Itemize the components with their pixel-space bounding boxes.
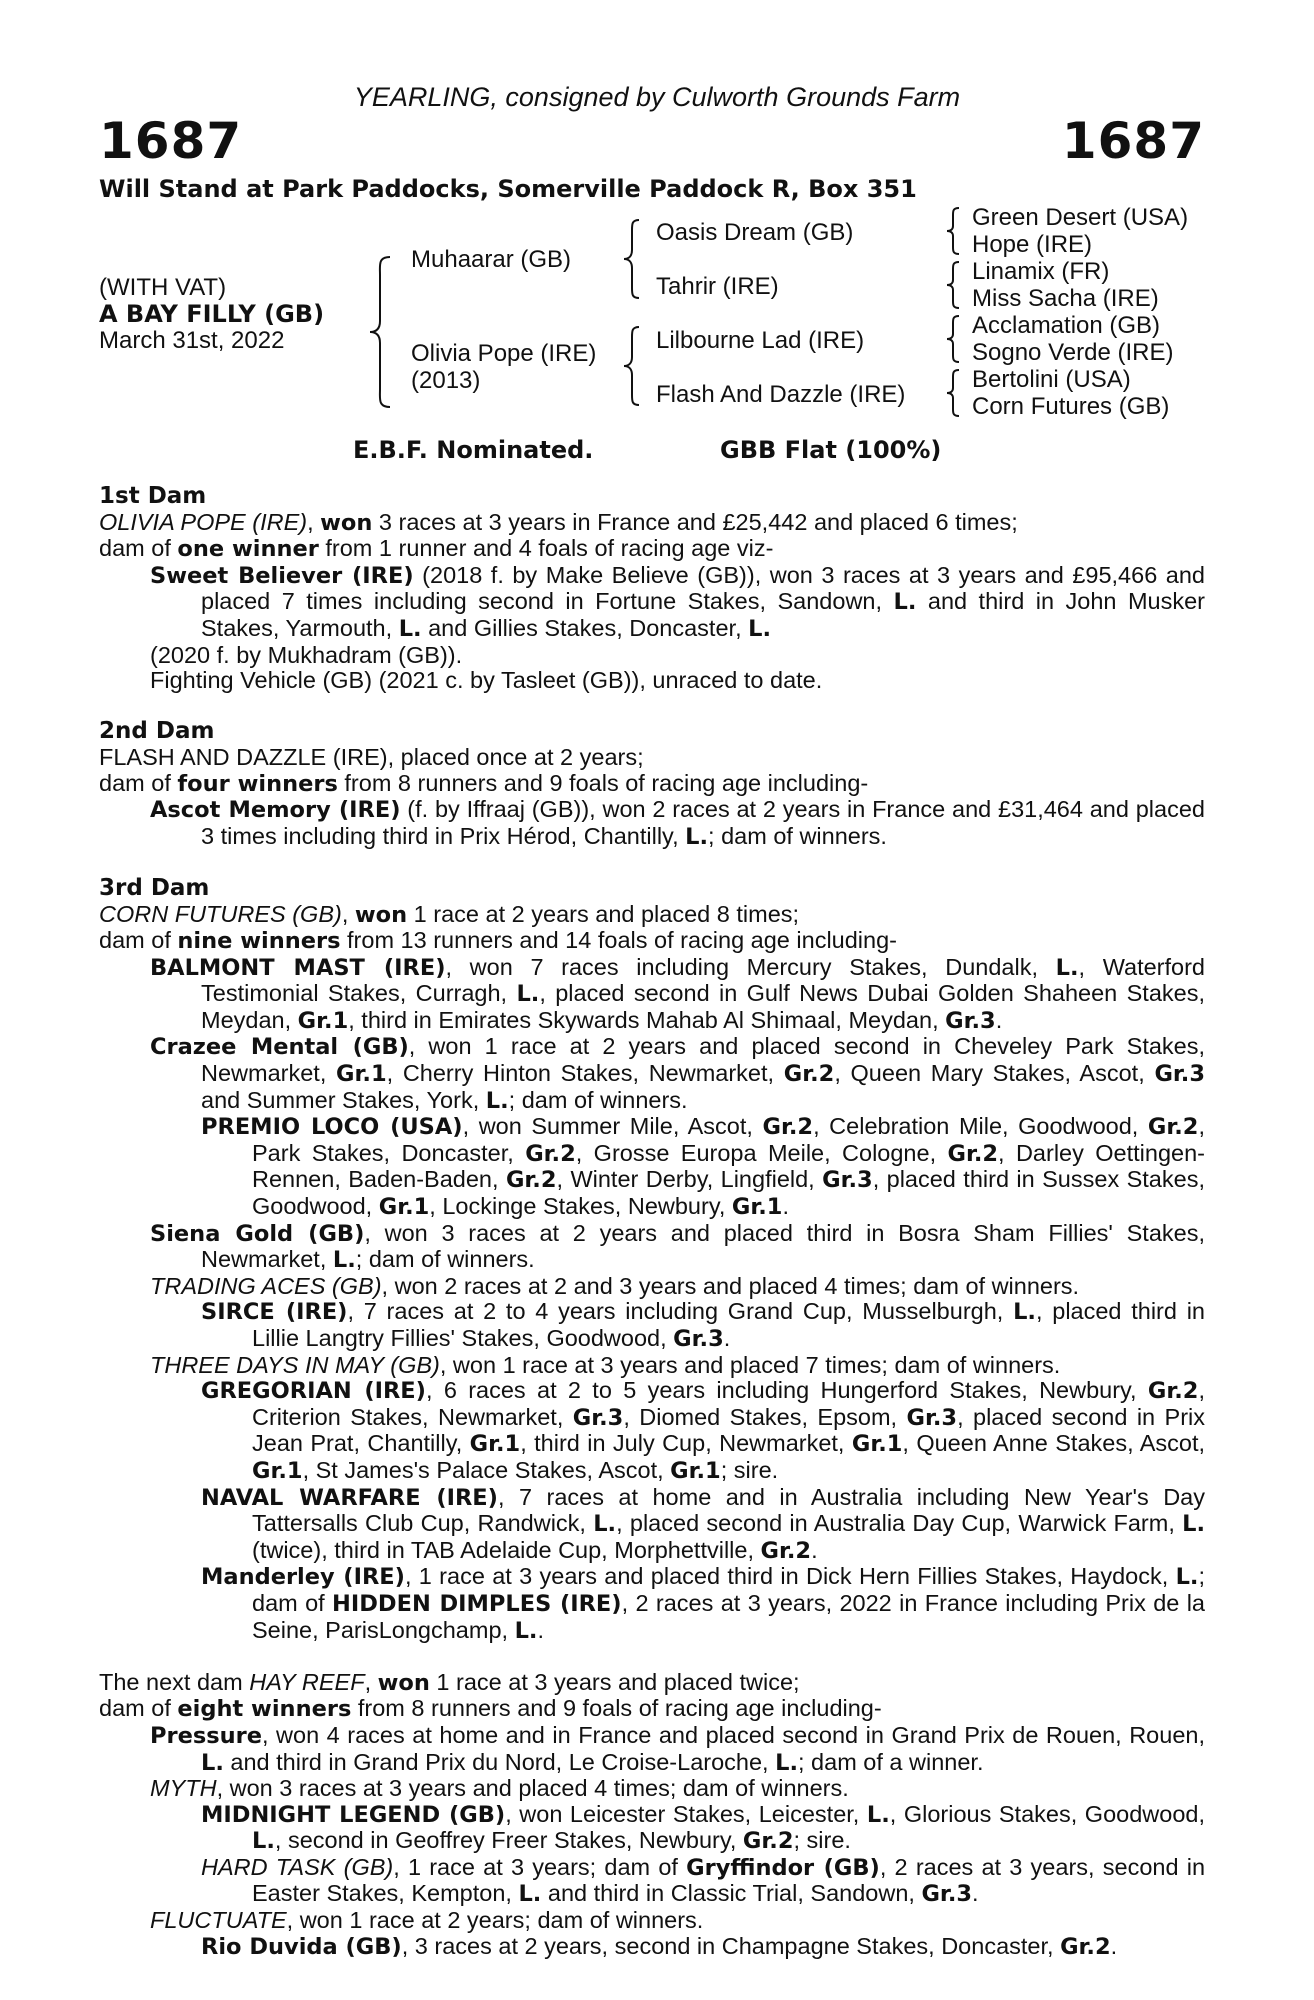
bold-run: L.	[775, 1749, 798, 1776]
text-run: dam of	[99, 769, 178, 796]
bold-run: Gr.1	[670, 1457, 721, 1484]
section-gap	[99, 850, 1205, 876]
bold-run: Gr.1	[297, 1007, 349, 1034]
text-run: ; dam of	[252, 1563, 1205, 1616]
bold-run: L.	[252, 1828, 275, 1855]
record-paragraph	[99, 1221, 1205, 1274]
bold-run: L.	[514, 1617, 538, 1644]
bold-run: L.	[748, 615, 772, 642]
italic-run: HARD TASK (GB)	[201, 1853, 394, 1880]
bold-run: Manderley (IRE)	[201, 1564, 405, 1591]
dam-name: Olivia Pope (IRE)	[411, 340, 597, 367]
granddam-1: Hope (IRE)	[972, 231, 1093, 258]
text-run: .	[995, 1006, 1003, 1033]
bold-run: four winners	[177, 770, 338, 797]
text-run: , won 1 race at 2 years; dam of winners.	[286, 1907, 704, 1934]
record-paragraph	[99, 1114, 1205, 1220]
text-run: The next dam	[99, 1668, 250, 1695]
bold-run: Gryffindor (GB)	[686, 1854, 880, 1881]
text-run: , Lockinge Stakes, Newbury,	[429, 1193, 732, 1220]
bold-run: Gr.2	[762, 1114, 814, 1141]
foaling-date: March 31st, 2022	[99, 327, 285, 354]
bold-run: L.	[398, 615, 422, 642]
bold-run: Sweet Believer (IRE)	[150, 562, 414, 589]
record-paragraph	[99, 536, 1205, 563]
produce-record	[99, 484, 1205, 1960]
bold-run: Gr.2	[760, 1537, 812, 1564]
record-paragraph	[99, 563, 1205, 643]
pedigree-brace-g1	[945, 206, 961, 256]
grandsire-1: Green Desert (USA)	[972, 204, 1189, 231]
text-run: , placed second in Prix Jean Prat, Chantilly,	[252, 1403, 1206, 1457]
bold-run: Gr.2	[525, 1140, 576, 1167]
text-run: ; sire.	[720, 1456, 779, 1483]
italic-run: CORN FUTURES (GB)	[99, 900, 342, 927]
bold-run: Gr.2	[742, 1828, 794, 1855]
text-run: , won 3 races at 2 years and placed third in Bosra Sham Fillies' Stakes, Newmarket,	[201, 1219, 1205, 1273]
record-paragraph	[99, 797, 1205, 850]
lot-number-left: 1687	[99, 112, 243, 170]
bold-run: L.	[201, 1749, 224, 1776]
bold-run: Gr.1	[336, 1061, 387, 1088]
text-run: dam of	[99, 1695, 178, 1722]
granddam-3: Sogno Verde (IRE)	[972, 339, 1174, 366]
text-run: ; dam of a winner.	[798, 1748, 984, 1775]
text-run: , won 4 races at home and in France and placed second in Grand Prix de Rouen, Rouen,	[262, 1721, 1205, 1748]
italic-run: HAY REEF	[249, 1668, 365, 1695]
text-run: .	[811, 1536, 818, 1563]
record-paragraph	[99, 928, 1205, 955]
text-run: .	[723, 1325, 731, 1351]
text-run: , Winter Derby, Lingfield,	[556, 1166, 823, 1193]
bold-run: eight winners	[177, 1696, 352, 1723]
text-run: .	[782, 1193, 789, 1220]
record-paragraph	[99, 1670, 1205, 1697]
granddam-4: Corn Futures (GB)	[972, 393, 1170, 420]
text-run: , won 3 races at 3 years and placed 4 times; dam of winners.	[216, 1775, 849, 1802]
bold-run: HIDDEN DIMPLES (IRE)	[332, 1590, 622, 1617]
italic-run: MYTH	[150, 1775, 217, 1802]
dam-dam: Flash And Dazzle (IRE)	[656, 381, 906, 408]
bold-run: Gr.1	[851, 1431, 903, 1458]
bold-run: GREGORIAN (IRE)	[201, 1378, 426, 1405]
text-run: , won 1 race at 3 years and placed 7 times; dam of winners.	[439, 1351, 1061, 1378]
bold-run: won	[320, 509, 373, 536]
text-run: , won Leicester Stakes, Leicester,	[505, 1800, 867, 1827]
dam-section	[99, 719, 1205, 850]
text-run: and third in John Musker Stakes, Yarmouth,	[201, 588, 1206, 641]
text-run: , Celebration Mile, Goodwood,	[813, 1113, 1148, 1140]
bold-run: Gr.2	[1147, 1378, 1199, 1405]
text-run: ; sire.	[793, 1827, 851, 1854]
text-run: ; dam of winners.	[508, 1086, 688, 1113]
text-run: , won 7 races including Mercury Stakes, Dundalk,	[445, 953, 1056, 980]
italic-run: OLIVIA POPE (IRE)	[99, 508, 308, 535]
text-run: ,	[364, 1668, 378, 1695]
text-run: and third in Classic Trial, Sandown,	[541, 1880, 922, 1907]
gbb-flat: GBB Flat (100%)	[720, 436, 942, 464]
bold-run: Gr.1	[252, 1457, 303, 1484]
section-title: 1st Dam	[99, 483, 207, 509]
bold-run: Ascot Memory (IRE)	[150, 797, 401, 824]
text-run: .	[1110, 1932, 1118, 1959]
bold-run: Gr.3	[921, 1881, 973, 1908]
text-run: , Cherry Hinton Stakes, Newmarket,	[386, 1060, 784, 1087]
bold-run: L.	[1175, 1564, 1199, 1591]
bold-run: Gr.3	[1154, 1061, 1205, 1088]
text-run: Fighting Vehicle (GB) (2021 c. by Tasleet (GB)), unraced to date.	[150, 667, 823, 694]
text-run: , Darley Oettingen-Rennen, Baden-Baden,	[252, 1139, 1205, 1193]
bold-run: Gr.3	[822, 1167, 873, 1194]
text-run: and Summer Stakes, York,	[201, 1086, 486, 1113]
section-gap	[99, 694, 1205, 720]
text-run: , won 2 races at 2 and 3 years and placed 4 times; dam of winners.	[381, 1272, 1080, 1299]
bold-run: Gr.2	[505, 1167, 557, 1194]
bold-run: Gr.1	[378, 1194, 430, 1221]
text-run: , Queen Anne Stakes, Ascot,	[902, 1430, 1206, 1457]
text-run: , placed second in Australia Day Cup, Warwick Farm,	[616, 1510, 1183, 1537]
record-paragraph	[99, 668, 1205, 694]
text-run: , 2 races at 3 years, 2022 in France including Prix de la Seine, ParisLongchamp,	[252, 1589, 1205, 1643]
bold-run: SIRCE (IRE)	[201, 1299, 348, 1326]
text-run: ; dam of winners.	[708, 822, 887, 849]
text-run: (f. by Iffraaj (GB)), won 2 races at 2 years in France and £31,464 and placed 3 times including third in Prix Hérod, Chantilly,	[201, 796, 1205, 849]
bold-run: Crazee Mental (GB)	[150, 1034, 409, 1061]
record-paragraph	[99, 771, 1205, 798]
bold-run: L.	[1182, 1511, 1205, 1538]
italic-run: TRADING ACES (GB)	[150, 1272, 382, 1299]
text-run: , Grosse Europa Meile, Cologne,	[575, 1139, 948, 1166]
record-paragraph	[99, 1034, 1205, 1114]
record-paragraph	[99, 1353, 1205, 1379]
granddam-2: Miss Sacha (IRE)	[972, 285, 1159, 312]
bold-run: Gr.2	[783, 1061, 835, 1088]
text-run: ; dam of winners.	[355, 1246, 535, 1273]
bold-run: Gr.2	[1060, 1933, 1111, 1960]
text-run: , placed third in Lillie Langtry Fillies' Stakes, Goodwood,	[252, 1298, 1205, 1351]
dam-year: (2013)	[411, 367, 481, 394]
text-run: , third in July Cup, Newmarket,	[520, 1430, 852, 1457]
pedigree-brace-g4	[945, 368, 961, 418]
bold-run: MIDNIGHT LEGEND (GB)	[201, 1801, 506, 1828]
record-paragraph	[99, 1802, 1205, 1855]
text-run: FLASH AND DAZZLE (IRE), placed once at 2 years;	[99, 743, 644, 770]
bold-run: L.	[1055, 954, 1079, 981]
dam-section	[99, 484, 1205, 694]
text-run: , Waterford Testimonial Stakes, Curragh,	[201, 953, 1205, 1007]
bold-run: Gr.3	[572, 1404, 624, 1431]
grandsire-2: Linamix (FR)	[972, 258, 1110, 285]
bold-run: Gr.1	[469, 1431, 521, 1458]
text-run: , won Summer Mile, Ascot,	[462, 1113, 763, 1140]
bold-run: L.	[516, 981, 540, 1008]
record-paragraph	[99, 1855, 1205, 1908]
text-run: and Gillies Stakes, Doncaster,	[421, 614, 749, 641]
dam-sire: Lilbourne Lad (IRE)	[656, 327, 865, 354]
bold-run: Rio Duvida (GB)	[201, 1933, 402, 1960]
text-run: from 13 runners and 14 foals of racing age including-	[340, 927, 897, 954]
record-paragraph	[99, 643, 1205, 669]
bold-run: one winner	[177, 536, 319, 563]
text-run: (2020 f. by Mukhadram (GB)).	[150, 641, 463, 668]
bold-run: Gr.3	[906, 1404, 958, 1431]
text-run: ,	[307, 508, 321, 535]
section-title: 3rd Dam	[99, 874, 210, 901]
text-run: , Criterion Stakes, Newmarket,	[252, 1377, 1205, 1430]
text-run: , Park Stakes, Doncaster,	[252, 1113, 1205, 1166]
section-gap	[99, 1644, 1205, 1670]
ebf-nominated: E.B.F. Nominated.	[353, 436, 594, 464]
bold-run: won	[354, 901, 408, 928]
section-title: 2nd Dam	[99, 718, 215, 745]
text-run: from 8 runners and 9 foals of racing age including-	[351, 1695, 882, 1722]
text-run: , Diomed Stakes, Epsom,	[623, 1403, 907, 1430]
bold-run: Gr.3	[673, 1326, 724, 1352]
bold-run: Gr.2	[947, 1140, 999, 1167]
record-paragraph	[99, 1378, 1205, 1484]
bold-run: Gr.3	[945, 1007, 996, 1034]
bold-run: Siena Gold (GB)	[150, 1220, 365, 1247]
italic-run: THREE DAYS IN MAY (GB)	[150, 1351, 440, 1378]
text-run: (2018 f. by Make Believe (GB)), won 3 races at 3 years and £95,466 and placed 7 times including second in Fortune Stakes, Sandown,	[201, 561, 1205, 615]
text-run: , 1 race at 3 years and placed third in Dick Hern Fillies Stakes, Haydock,	[404, 1563, 1176, 1590]
text-run: .	[972, 1880, 979, 1907]
text-run: , won 1 race at 2 years and placed second in Cheveley Park Stakes, Newmarket,	[201, 1033, 1206, 1087]
pedigree-brace-main	[368, 255, 394, 410]
stand-location: Will Stand at Park Paddocks, Somerville Paddock R, Box 351	[99, 175, 917, 203]
record-paragraph	[99, 1299, 1205, 1352]
text-run: ,	[341, 900, 355, 927]
bold-run: nine winners	[177, 928, 341, 955]
record-paragraph	[99, 1723, 1205, 1776]
bold-run: L.	[866, 1801, 890, 1828]
text-run: , 3 races at 2 years, second in Champagne Stakes, Doncaster,	[401, 1932, 1061, 1959]
horse-description: A BAY FILLY (GB)	[99, 300, 325, 328]
bold-run: L.	[593, 1511, 617, 1538]
record-paragraph	[99, 745, 1205, 771]
text-run: , third in Emirates Skywards Mahab Al Shimaal, Meydan,	[348, 1006, 946, 1033]
grandsire-3: Acclamation (GB)	[972, 312, 1161, 339]
bold-run: PREMIO LOCO (USA)	[201, 1114, 463, 1141]
pedigree-brace-g2	[945, 260, 961, 310]
text-run: , placed third in Sussex Stakes, Goodwood,	[252, 1166, 1205, 1220]
lot-number-right: 1687	[1061, 112, 1205, 170]
text-run: from 1 runner and 4 foals of racing age viz-	[318, 535, 774, 562]
bold-run: L.	[332, 1247, 356, 1274]
bold-run: Pressure	[150, 1722, 263, 1749]
bold-run: won	[377, 1669, 430, 1696]
text-run: .	[537, 1616, 544, 1643]
text-run: dam of	[99, 535, 178, 562]
sire-sire: Oasis Dream (GB)	[656, 219, 854, 246]
text-run: from 8 runners and 9 foals of racing age including-	[337, 769, 869, 796]
record-paragraph	[99, 1485, 1205, 1565]
bold-run: Gr.2	[1147, 1114, 1199, 1141]
text-run: , 6 races at 2 to 5 years including Hungerford Stakes, Newbury,	[425, 1377, 1148, 1404]
text-run: , placed second in Gulf News Dubai Golden Shaheen Stakes, Meydan,	[201, 980, 1205, 1033]
record-paragraph	[99, 1934, 1205, 1961]
record-paragraph	[99, 1908, 1205, 1934]
record-paragraph	[99, 1696, 1205, 1723]
text-run: , 1 race at 3 years; dam of	[393, 1853, 687, 1880]
bold-run: Gr.1	[731, 1194, 783, 1221]
consignment-line: YEARLING, consigned by Culworth Grounds Farm	[353, 82, 961, 112]
text-run: , 7 races at 2 to 4 years including Grand Cup, Musselburgh,	[347, 1298, 1014, 1325]
grandsire-4: Bertolini (USA)	[972, 366, 1131, 393]
text-run: 1 race at 2 years and placed 8 times;	[407, 900, 800, 927]
record-paragraph	[99, 955, 1205, 1035]
text-run: dam of	[99, 927, 178, 954]
bold-run: L.	[685, 823, 709, 850]
sire-dam: Tahrir (IRE)	[656, 273, 779, 300]
dam-section	[99, 1670, 1205, 1961]
text-run: 1 race at 3 years and placed twice;	[429, 1668, 800, 1695]
bold-run: L.	[518, 1881, 542, 1908]
dam-section	[99, 876, 1205, 1644]
bold-run: BALMONT MAST (IRE)	[150, 954, 446, 981]
pedigree-brace-dam	[622, 325, 642, 407]
italic-run: FLUCTUATE	[150, 1907, 287, 1934]
text-run: , 2 races at 3 years, second in Easter Stakes, Kempton,	[252, 1853, 1206, 1907]
record-paragraph	[99, 1274, 1205, 1300]
record-paragraph	[99, 1776, 1205, 1802]
text-run: , second in Geoffrey Freer Stakes, Newbury,	[274, 1827, 743, 1854]
record-paragraph	[99, 1564, 1205, 1644]
text-run: , Queen Mary Stakes, Ascot,	[834, 1060, 1155, 1087]
pedigree-brace-sire	[622, 218, 642, 300]
record-paragraph	[99, 902, 1205, 929]
text-run: 3 races at 3 years in France and £25,442 and placed 6 times;	[372, 508, 1018, 535]
sire-name: Muhaarar (GB)	[411, 246, 572, 273]
bold-run: L.	[485, 1087, 509, 1114]
bold-run: NAVAL WARFARE (IRE)	[201, 1484, 498, 1511]
vat-label: (WITH VAT)	[99, 274, 227, 301]
text-run: , Glorious Stakes, Goodwood,	[889, 1800, 1205, 1827]
text-run: , St James's Palace Stakes, Ascot,	[302, 1456, 671, 1483]
bold-run: L.	[893, 589, 917, 616]
text-run: , 7 races at home and in Australia including New Year's Day Tattersalls Club Cup, Randwick,	[252, 1483, 1205, 1537]
bold-run: L.	[1013, 1299, 1036, 1326]
text-run: (twice), third in TAB Adelaide Cup, Morphettville,	[252, 1536, 761, 1563]
record-paragraph	[99, 510, 1205, 537]
pedigree-brace-g3	[945, 314, 961, 364]
text-run: and third in Grand Prix du Nord, Le Croise-Laroche,	[223, 1748, 776, 1775]
